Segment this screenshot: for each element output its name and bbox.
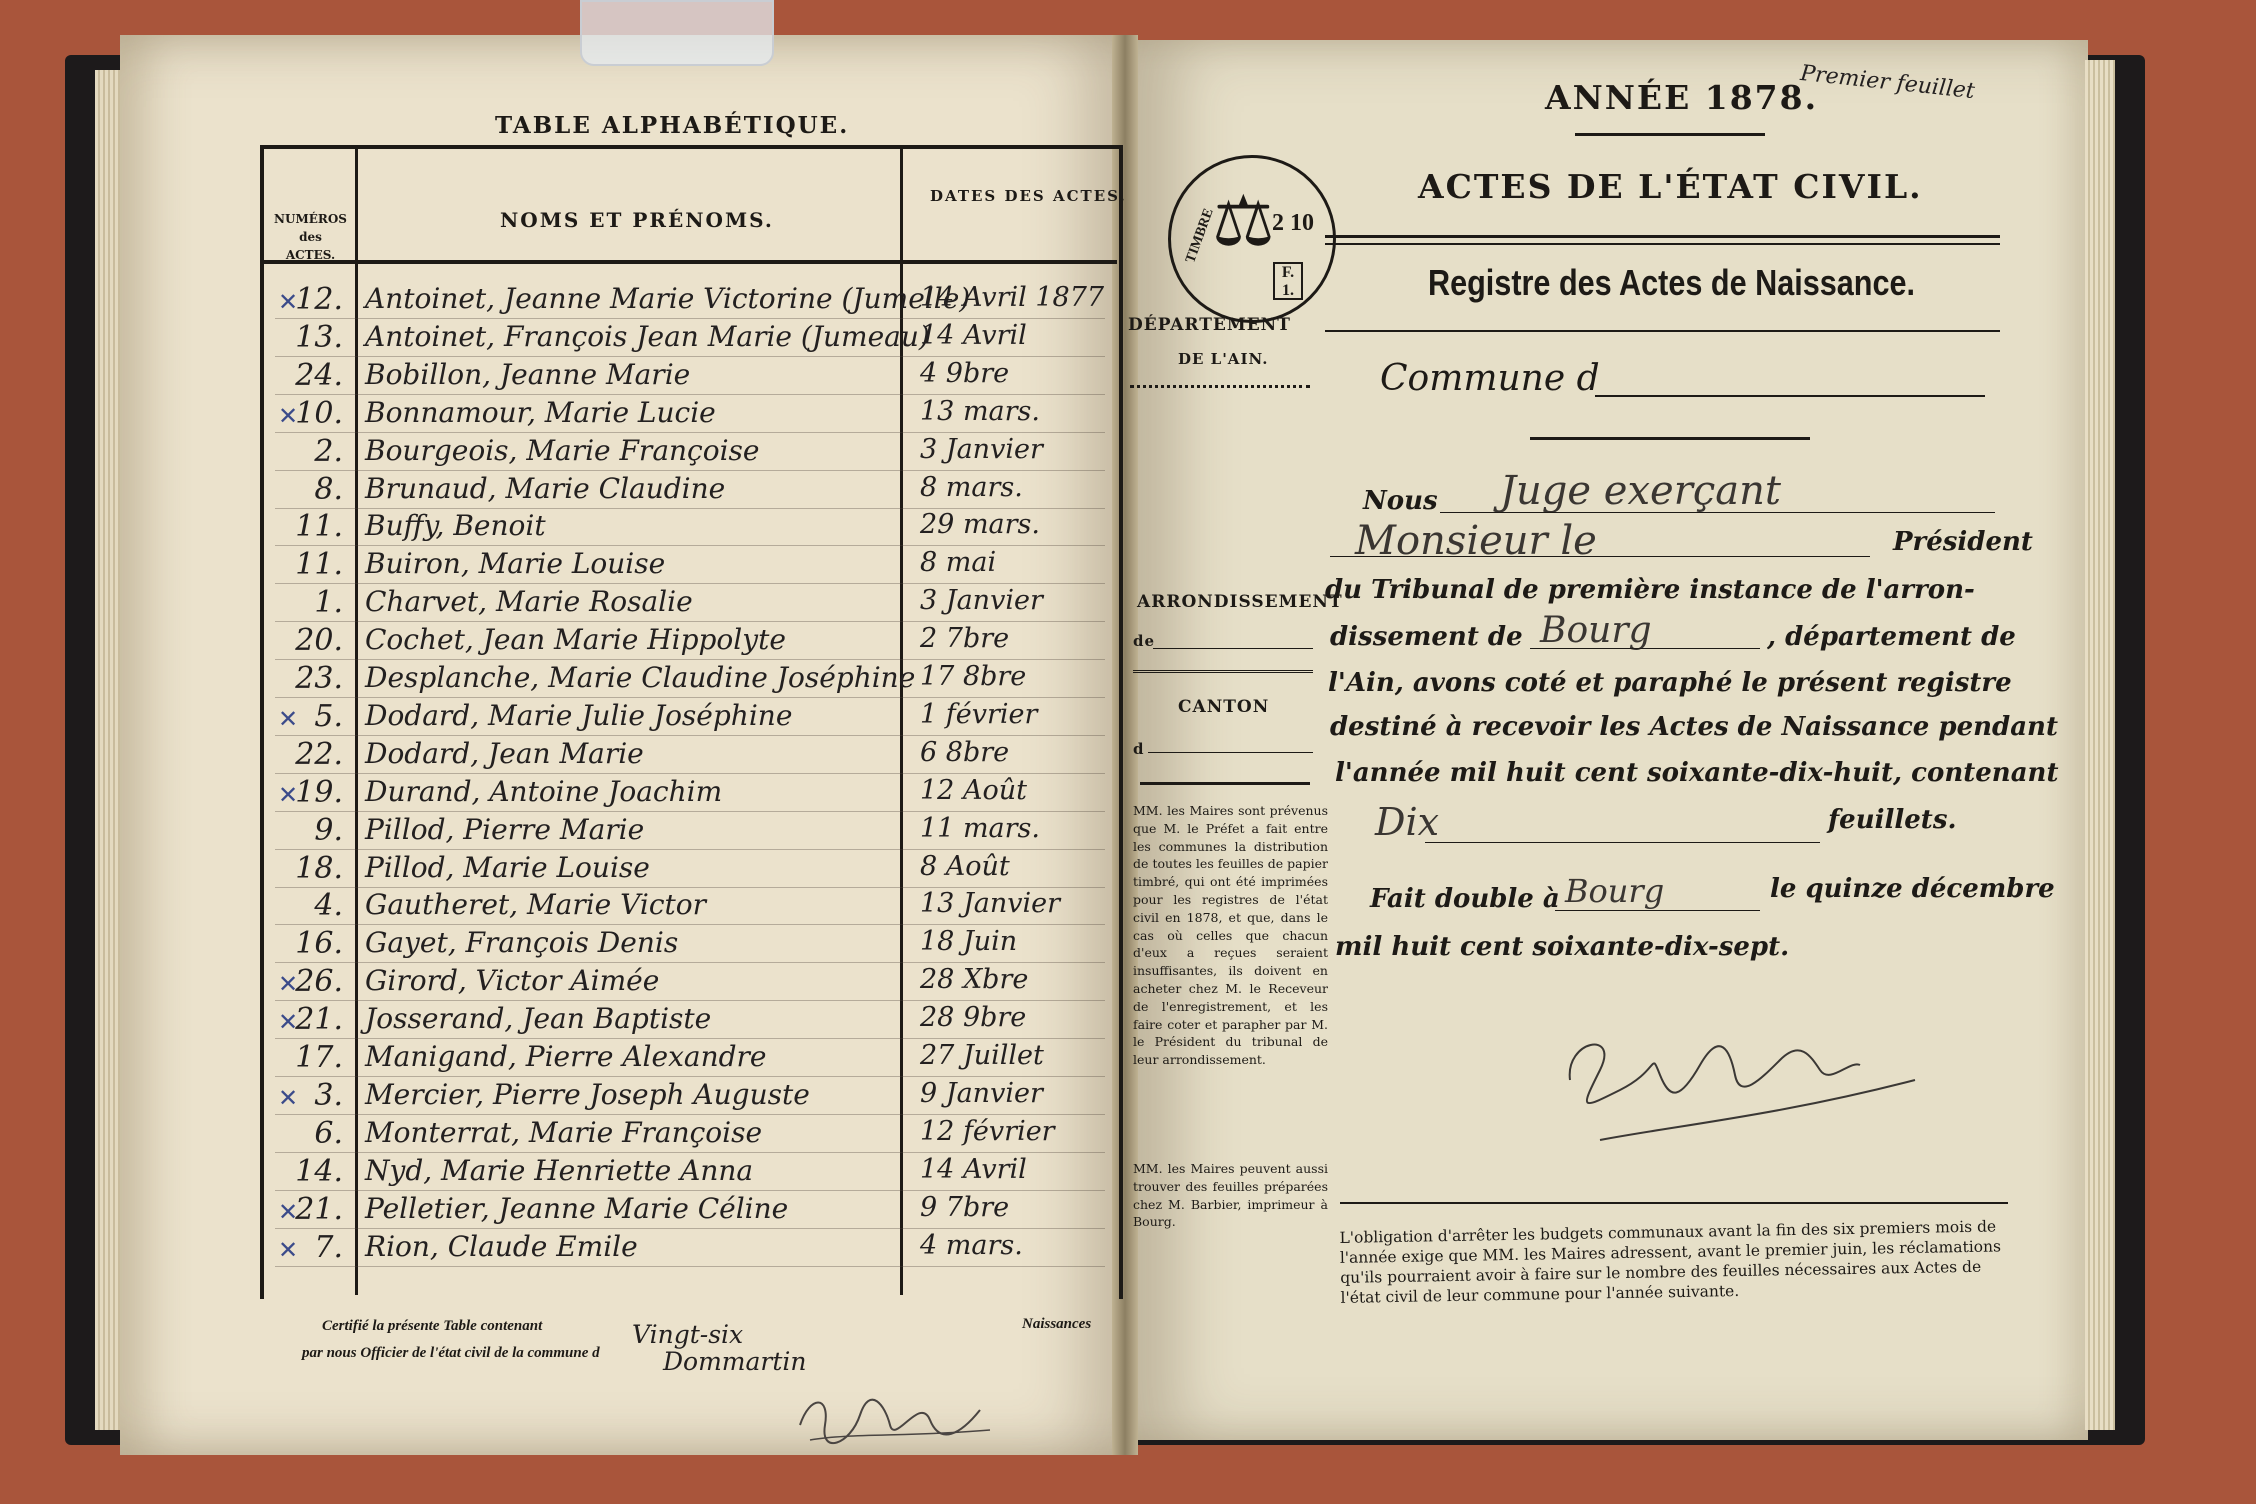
header-numeros-line: ACTES. [285, 248, 336, 262]
entry-date: 4 9bre [920, 357, 1010, 389]
entry-number: 8. [314, 471, 343, 507]
text-departement: , département de [1767, 622, 2016, 652]
ruled-line [275, 1190, 1105, 1191]
entry-date: 9 Janvier [920, 1077, 1043, 1109]
entry-name: Desplanche, Marie Claudine Joséphine [365, 661, 916, 694]
ruled-line [275, 697, 1105, 698]
ruled-line [275, 1228, 1105, 1229]
entry-number: 5. [314, 698, 343, 734]
entry-name: Nyd, Marie Henriette Anna [365, 1153, 754, 1187]
entry-name: Gautheret, Marie Victor [365, 888, 706, 922]
header-noms: NOMS ET PRÉNOMS. [500, 208, 774, 232]
entry-date: 27 Juillet [920, 1040, 1044, 1071]
commune-label: Commune d [1380, 358, 1600, 399]
entry-number: 21. [295, 1002, 343, 1038]
blue-cross-mark-icon: ✕ [278, 972, 299, 999]
fill-line [1440, 512, 1995, 513]
entry-name: Manigand, Pierre Alexandre [365, 1040, 767, 1073]
entry-name: Antoinet, Jeanne Marie Victorine (Jumelle) [365, 282, 971, 315]
page-edges-right [2085, 60, 2115, 1430]
entry-number: 17. [295, 1040, 343, 1075]
fill-dix: Dix [1375, 800, 1440, 844]
entry-date: 4 mars. [920, 1229, 1023, 1261]
header-numeros [268, 210, 353, 264]
ruled-line [275, 470, 1105, 471]
blue-cross-mark-icon: ✕ [278, 1010, 299, 1037]
ruled-line [275, 394, 1105, 395]
fill-line [1425, 842, 1820, 843]
departement-label: DÉPARTEMENT [1128, 315, 1291, 335]
entry-name: Durand, Antoine Joachim [365, 774, 723, 808]
certificate-line-2: par nous Officier de l'état civil de la commune d [302, 1345, 600, 1361]
entry-number: 7. [314, 1229, 343, 1265]
entry-name: Bonnamour, Marie Lucie [365, 395, 716, 429]
registre-title: Registre des Actes de Naissance. [1428, 262, 1916, 303]
actes-title: ACTES DE L'ÉTAT CIVIL. [1418, 167, 1923, 206]
entry-name: Buffy, Benoit [365, 509, 546, 543]
fill-bourg-2: Bourg [1565, 872, 1665, 910]
blue-cross-mark-icon: ✕ [278, 1199, 299, 1226]
bookmark-clip [580, 0, 774, 66]
ruled-line [275, 735, 1105, 736]
rule [1325, 330, 2000, 332]
blue-cross-mark-icon: ✕ [278, 290, 299, 316]
ruled-line [275, 811, 1105, 812]
entry-date: 3 Janvier [920, 585, 1043, 617]
entry-name: Buiron, Marie Louise [365, 547, 666, 581]
rule [1133, 670, 1313, 673]
entry-date: 18 Juin [920, 926, 1018, 958]
text-quinze-decembre: le quinze décembre [1770, 874, 2055, 904]
entry-name: Brunaud, Marie Claudine [365, 471, 726, 505]
rule [1340, 1202, 2008, 1204]
header-numeros-line: des [299, 230, 322, 244]
annee-title: ANNÉE 1878. [1545, 78, 1819, 117]
entry-date: 14 Avril 1877 [920, 282, 1105, 313]
text-feuillets: feuillets. [1828, 805, 1957, 835]
entry-number: 12. [295, 282, 343, 317]
text-dissement: dissement de [1330, 622, 1523, 652]
ruled-line [275, 1000, 1105, 1001]
certificate-line-1: Certifié la présente Table contenant [322, 1318, 543, 1334]
table-title: TABLE ALPHABÉTIQUE. [495, 112, 850, 139]
ruled-line [275, 508, 1105, 509]
blue-cross-mark-icon: ✕ [278, 782, 299, 809]
entry-date: 13 mars. [920, 395, 1040, 427]
ruled-line [275, 962, 1105, 963]
ruled-line [275, 621, 1105, 622]
text-president: Président [1893, 527, 2033, 557]
entry-date: 12 Août [920, 774, 1027, 806]
fill-bourg: Bourg [1540, 610, 1652, 651]
entry-date: 6 8bre [920, 736, 1010, 768]
stamp-f: F. 1. [1273, 262, 1303, 300]
entry-number: 2. [314, 433, 343, 469]
entry-number: 6. [314, 1115, 343, 1151]
certificate-count: Vingt-six [632, 1320, 744, 1349]
text-tribunal: du Tribunal de première instance de l'arron- [1325, 575, 1975, 605]
canton-fill-line [1148, 752, 1313, 753]
ruled-line [275, 924, 1105, 925]
text-destine: destiné à recevoir les Actes de Naissance pendant [1330, 712, 2058, 742]
entry-name: Pillod, Pierre Marie [365, 812, 645, 846]
ruled-line [275, 1114, 1105, 1115]
justice-figure-icon: ⚖ [1212, 184, 1275, 261]
ruled-line [275, 318, 1105, 319]
entry-number: 10. [295, 395, 343, 431]
entry-date: 3 Janvier [920, 433, 1043, 465]
text-fait-double: Fait double à [1370, 884, 1560, 914]
blue-cross-mark-icon: ✕ [278, 403, 299, 430]
entry-name: Mercier, Pierre Joseph Auguste [365, 1077, 810, 1111]
fill-juge: Juge exerçant [1500, 468, 1781, 514]
canton-d: d [1133, 740, 1145, 758]
entry-date: 8 mai [920, 547, 997, 579]
entry-date: 1 février [920, 698, 1038, 730]
entry-number: 18. [295, 850, 343, 886]
left-signature [790, 1385, 1000, 1455]
ruled-line [275, 1038, 1105, 1039]
notice-barbier: MM. les Maires peuvent aussi trouver des feuilles préparées chez M. Barbier, imprimeur à Bourg. [1133, 1161, 1328, 1230]
departement-name: DE L'AIN. [1178, 350, 1269, 368]
rule [1140, 782, 1310, 785]
fill-monsieur: Monsieur le [1355, 518, 1597, 564]
entry-name: Monterrat, Marie Françoise [365, 1115, 763, 1149]
certificate-type: Naissances [1022, 1316, 1092, 1332]
entry-name: Antoinet, François Jean Marie (Jumeau) [365, 319, 930, 353]
entry-name: Josserand, Jean Baptiste [365, 1002, 712, 1036]
entry-number: 3. [314, 1077, 343, 1113]
ruled-line [275, 1152, 1105, 1153]
entry-date: 9 7bre [920, 1191, 1010, 1223]
ornament-rule [1530, 437, 1810, 440]
entry-date: 8 mars. [920, 471, 1023, 503]
entry-number: 22. [295, 736, 343, 772]
entry-number: 9. [314, 812, 343, 848]
ruled-line [275, 887, 1105, 888]
entry-number: 11. [295, 547, 343, 583]
entry-date: 14 Avril [920, 1153, 1027, 1185]
text-annee: l'année mil huit cent soixante-dix-huit, contenant [1335, 758, 2059, 788]
entry-number: 23. [295, 661, 343, 696]
fill-line [1330, 556, 1870, 557]
stamp-timbre-text: TIMBRE [1183, 206, 1217, 266]
blue-cross-mark-icon: ✕ [278, 706, 299, 733]
entry-name: Dodard, Jean Marie [365, 736, 644, 770]
arrondissement-fill-line [1153, 648, 1313, 649]
entry-name: Pillod, Marie Louise [365, 850, 650, 884]
rule [1575, 133, 1765, 136]
entry-date: 13 Janvier [920, 888, 1061, 920]
entry-name: Gayet, François Denis [365, 926, 679, 960]
entry-date: 8 Août [920, 850, 1010, 882]
entry-number: 21. [295, 1191, 343, 1227]
entry-name: Bourgeois, Marie Françoise [365, 433, 760, 467]
entry-date: 29 mars. [920, 509, 1040, 541]
text-mil-huit-cent: mil huit cent soixante-dix-sept. [1335, 932, 1790, 962]
commune-fill-line [1595, 395, 1985, 397]
entry-number: 20. [295, 623, 343, 659]
ruled-line [275, 583, 1105, 584]
blue-cross-mark-icon: ✕ [278, 1085, 299, 1112]
ruled-line [275, 432, 1105, 433]
ruled-line [275, 849, 1105, 850]
entry-number: 4. [314, 888, 343, 924]
entry-date: 11 mars. [920, 812, 1040, 844]
entry-name: Cochet, Jean Marie Hippolyte [365, 623, 786, 657]
entry-number: 26. [295, 964, 343, 1000]
canton-label: CANTON [1178, 697, 1270, 717]
ruled-line [275, 659, 1105, 660]
ruled-line [275, 356, 1105, 357]
certificate-commune: Dommartin [663, 1347, 807, 1376]
arrondissement-label: ARRONDISSEMENT [1137, 592, 1343, 612]
entry-number: 24. [295, 357, 343, 393]
entry-name: Charvet, Marie Rosalie [365, 585, 693, 619]
entry-name: Dodard, Marie Julie Joséphine [365, 698, 793, 732]
entry-date: 28 9bre [920, 1002, 1027, 1034]
entry-number: 19. [295, 774, 343, 810]
entry-date: 14 Avril [920, 319, 1027, 351]
entry-name: Girord, Victor Aimée [365, 964, 660, 998]
ruled-line [275, 773, 1105, 774]
stamp-price: 2 10 [1272, 210, 1314, 236]
entry-name: Pelletier, Jeanne Marie Céline [365, 1191, 789, 1225]
notice-maires: MM. les Maires sont prévenus que M. le Préfet a fait entre les communes la distribution de toutes les feuilles de papier timbré, qui ont été imprimées pour les registres de l'état civil en 1878, et que, dans le cas où celles que chacun d'eux a reçues seraient insuffisantes, ils doivent en acheter chez M. le Receveur de l'enregistrement, et les faire coter et parapher par M. le Président du tribunal de leur arrondissement. [1133, 803, 1328, 1068]
blue-cross-mark-icon: ✕ [278, 1237, 299, 1264]
ruled-line [275, 1266, 1105, 1267]
rule [1130, 385, 1310, 388]
entry-number: 14. [295, 1153, 343, 1189]
arrondissement-de: de [1133, 632, 1156, 650]
entry-name: Rion, Claude Emile [365, 1229, 638, 1263]
header-dates: DATES DES ACTES. [930, 187, 1127, 205]
entry-number: 16. [295, 926, 343, 962]
obligation-notice: L'obligation d'arrêter les budgets communaux avant la fin des six premiers mois de l'année exige que MM. les Maires adressent, avant le premier juin, les réclamations qu'ils pourraient avoir à faire sur le nombre des feuilles nécessaires aux Actes de l'état civil de leur commune pour l'année suivante. [1339, 1217, 2002, 1307]
table-header-rule [262, 260, 1117, 264]
entry-number: 11. [295, 509, 343, 545]
text-ain-cote: l'Ain, avons coté et paraphé le présent registre [1328, 668, 2012, 698]
fill-line [1530, 648, 1760, 649]
entry-number: 13. [295, 319, 343, 355]
entry-name: Bobillon, Jeanne Marie [365, 357, 691, 391]
text-nous: Nous [1363, 486, 1438, 516]
ruled-line [275, 545, 1105, 546]
double-rule [1325, 235, 2000, 245]
entry-date: 2 7bre [920, 623, 1010, 655]
entry-date: 28 Xbre [920, 964, 1029, 996]
president-signature [1560, 1020, 1920, 1160]
entry-date: 17 8bre [920, 661, 1027, 692]
header-numeros-line: NUMÉROS [274, 212, 347, 226]
ruled-line [275, 1076, 1105, 1077]
entry-date: 12 février [920, 1115, 1055, 1147]
fill-line [1555, 910, 1760, 911]
entry-number: 1. [314, 585, 343, 621]
annee-note: Premier feuillet [1799, 60, 1976, 105]
